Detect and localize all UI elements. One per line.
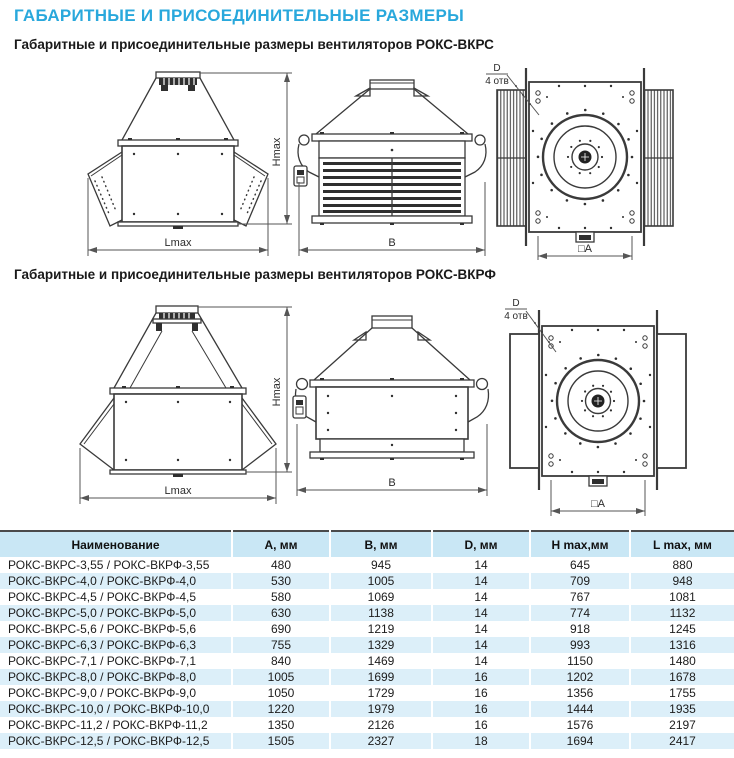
square-a-dimension-label: □A	[578, 243, 592, 255]
hmax-dimension-label: Hmax	[271, 137, 283, 167]
cell-value: 1694	[530, 733, 630, 749]
cell-model-name: РОКС-ВКРС-4,5 / РОКС-ВКРФ-4,5	[8, 590, 197, 604]
table-row	[0, 637, 734, 653]
hole-count-label: 4 отв	[485, 76, 509, 87]
cell-model-name: РОКС-ВКРС-5,0 / РОКС-ВКРФ-5,0	[0, 605, 232, 621]
cell-value: 1729	[330, 685, 432, 701]
cell-value: 18	[432, 733, 530, 749]
cell-value: 1132	[630, 605, 734, 621]
column-header-4: Н max,мм	[530, 531, 630, 557]
cell-value: 645	[530, 557, 630, 573]
hmax-dimension-label: Hmax	[271, 377, 283, 407]
vkrs-front-view-drawing	[292, 60, 492, 266]
hole-diameter-label: D	[493, 63, 501, 74]
cell-model-name: РОКС-ВКРС-3,55 / РОКС-ВКРФ-3,55	[8, 558, 210, 572]
cell-value: 14	[432, 573, 530, 589]
cell-value: 1576	[530, 717, 630, 733]
cell-value: 1678	[630, 669, 734, 685]
cell-value: 630	[232, 605, 330, 621]
cell-value: 1316	[630, 637, 734, 653]
cell-value: 948	[630, 573, 734, 589]
cell-value: 1480	[630, 653, 734, 669]
cell-value: 1081	[630, 589, 734, 605]
cell-value: 14	[432, 637, 530, 653]
column-header-0: Наименование	[0, 531, 232, 557]
cell-value: 1245	[630, 621, 734, 637]
cell-model-name: РОКС-ВКРС-10,0 / РОКС-ВКРФ-10,0	[0, 701, 232, 717]
table-body	[0, 557, 734, 749]
lmax-dimension-label: Lmax	[164, 237, 192, 249]
cell-value: 755	[232, 637, 330, 653]
hole-diameter-label: D	[512, 298, 520, 309]
section-title-vkrs: Габаритные и присоединительные размеры вентиляторов РОКС-ВКРС	[14, 37, 494, 52]
cell-value: 945	[330, 557, 432, 573]
column-header-3: D, мм	[432, 531, 530, 557]
cell-model-name: РОКС-ВКРС-11,2 / РОКС-ВКРФ-11,2	[8, 718, 208, 732]
cell-value: 1329	[330, 637, 432, 653]
vkrf-top-view-drawing	[480, 292, 734, 522]
cell-value: 1469	[330, 653, 432, 669]
cell-model-name: РОКС-ВКРС-6,3 / РОКС-ВКРФ-6,3	[0, 637, 232, 653]
cell-value: 993	[530, 637, 630, 653]
cell-value: 1138	[330, 605, 432, 621]
square-a-dimension-label: □A	[591, 498, 605, 510]
lmax-dimension-label: Lmax	[164, 485, 192, 497]
table-head-row	[0, 531, 734, 557]
cell-value: 1220	[232, 701, 330, 717]
cell-value: 16	[432, 717, 530, 733]
table-row	[0, 685, 734, 701]
cell-value: 1150	[530, 653, 630, 669]
table-row	[0, 717, 734, 733]
cell-model-name: РОКС-ВКРС-12,5 / РОКС-ВКРФ-12,5	[0, 733, 232, 749]
table-row	[0, 605, 734, 621]
cell-value: 580	[232, 589, 330, 605]
cell-value: 530	[232, 573, 330, 589]
vkrs-top-view-drawing	[480, 60, 734, 266]
cell-value: 16	[432, 701, 530, 717]
table-row	[0, 621, 734, 637]
column-header-1: А, мм	[232, 531, 330, 557]
hole-count-label: 4 отв	[504, 311, 528, 322]
cell-value: 16	[432, 669, 530, 685]
section-title-vkrf: Габаритные и присоединительные размеры вентиляторов РОКС-ВКРФ	[14, 267, 496, 282]
cell-value: 1350	[232, 717, 330, 733]
table-row	[0, 653, 734, 669]
cell-value: 2126	[330, 717, 432, 733]
cell-model-name: РОКС-ВКРС-8,0 / РОКС-ВКРФ-8,0	[0, 669, 232, 685]
cell-value: 1219	[330, 621, 432, 637]
column-header-2: В, мм	[330, 531, 432, 557]
cell-value: 774	[530, 605, 630, 621]
b-dimension-label: B	[388, 237, 396, 249]
vkrf-side-view-drawing	[10, 292, 300, 522]
cell-model-name: РОКС-ВКРС-7,1 / РОКС-ВКРФ-7,1	[8, 654, 197, 668]
cell-value: 14	[432, 605, 530, 621]
cell-model-name: РОКС-ВКРС-9,0 / РОКС-ВКРФ-9,0	[8, 686, 197, 700]
cell-value: 840	[232, 653, 330, 669]
cell-value: 1444	[530, 701, 630, 717]
cell-value: 1505	[232, 733, 330, 749]
vkrs-side-view-drawing	[10, 60, 300, 266]
cell-value: 2327	[330, 733, 432, 749]
cell-value: 14	[432, 589, 530, 605]
cell-value: 14	[432, 653, 530, 669]
table-row	[0, 701, 734, 717]
cell-value: 1935	[630, 701, 734, 717]
cell-value: 14	[432, 621, 530, 637]
cell-value: 2197	[630, 717, 734, 733]
column-header-5: L max, мм	[630, 531, 734, 557]
dimensions-table	[0, 530, 734, 749]
cell-value: 1005	[232, 669, 330, 685]
cell-value: 1979	[330, 701, 432, 717]
cell-value: 709	[530, 573, 630, 589]
cell-value: 880	[630, 557, 734, 573]
table-row	[0, 733, 734, 749]
cell-model-name: РОКС-ВКРС-4,0 / РОКС-ВКРФ-4,0	[0, 573, 232, 589]
table-row	[0, 557, 734, 573]
cell-value: 480	[232, 557, 330, 573]
cell-value: 2417	[630, 733, 734, 749]
cell-value: 1050	[232, 685, 330, 701]
b-dimension-label: B	[388, 477, 396, 489]
cell-value: 1005	[330, 573, 432, 589]
cell-value: 1069	[330, 589, 432, 605]
vkrf-front-view-drawing	[292, 292, 492, 522]
cell-value: 918	[530, 621, 630, 637]
cell-model-name: РОКС-ВКРС-5,6 / РОКС-ВКРФ-5,6	[8, 622, 197, 636]
table-row	[0, 669, 734, 685]
cell-value: 1755	[630, 685, 734, 701]
page-title: ГАБАРИТНЫЕ И ПРИСОЕДИНИТЕЛЬНЫЕ РАЗМЕРЫ	[14, 6, 465, 25]
cell-value: 14	[432, 557, 530, 573]
cell-value: 16	[432, 685, 530, 701]
table-row	[0, 589, 734, 605]
cell-value: 1356	[530, 685, 630, 701]
cell-value: 1202	[530, 669, 630, 685]
table-row	[0, 573, 734, 589]
cell-value: 767	[530, 589, 630, 605]
cell-value: 1699	[330, 669, 432, 685]
cell-value: 690	[232, 621, 330, 637]
